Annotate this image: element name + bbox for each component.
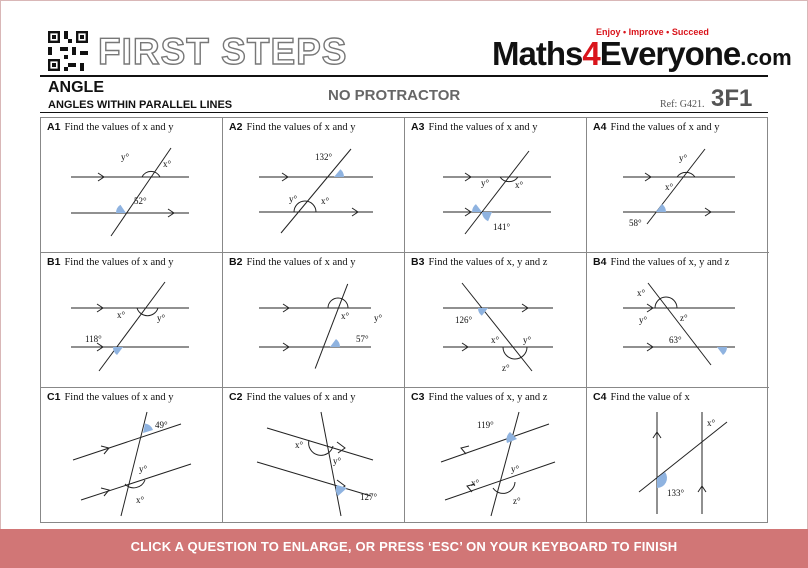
label-given: 58° [629, 218, 642, 228]
label-y: y° [121, 152, 130, 162]
question-A4[interactable] [587, 118, 769, 253]
label-given: 57° [356, 334, 369, 344]
question-B3[interactable] [405, 253, 587, 388]
label-y: y° [523, 335, 532, 345]
brand-com: .com [740, 45, 792, 70]
question-C3[interactable] [405, 388, 587, 523]
question-text: Find the values of x, y and z [610, 257, 730, 268]
label-x: x° [491, 335, 500, 345]
question-text: Find the values of x and y [64, 392, 174, 403]
label-x: x° [341, 311, 350, 321]
question-id: C3 [411, 391, 425, 403]
question-C4[interactable] [587, 388, 769, 523]
label-x: x° [637, 288, 646, 298]
question-B2[interactable] [223, 253, 405, 388]
label-given: 127° [360, 492, 378, 502]
question-id: C1 [47, 391, 61, 403]
brand-everyone: Everyone [599, 35, 741, 72]
label-y: y° [157, 313, 166, 323]
header-rule-top [40, 75, 768, 77]
diagram-B2 [223, 253, 405, 388]
question-text: Find the values of x and y [64, 257, 174, 268]
label-y: y° [374, 313, 383, 323]
label-y: y° [139, 464, 148, 474]
diagram-A1 [41, 118, 223, 253]
question-C2[interactable] [223, 388, 405, 523]
label-y: y° [481, 178, 490, 188]
question-id: B2 [229, 256, 243, 268]
question-id: A2 [229, 121, 243, 133]
label-y: y° [333, 456, 342, 466]
question-text: Find the values of x and y [246, 257, 356, 268]
label-given: 52° [134, 196, 147, 206]
label-x: x° [136, 495, 145, 505]
label-z: z° [680, 313, 688, 323]
header-rule-bottom [40, 112, 768, 113]
label-y: y° [679, 153, 688, 163]
label-y: y° [639, 315, 648, 325]
question-id: A1 [47, 121, 61, 133]
question-text: Find the values of x and y [610, 122, 720, 133]
question-A1[interactable] [41, 118, 223, 253]
first-steps-logo: FIRST STEPS [98, 31, 348, 72]
label-given: 63° [669, 335, 682, 345]
label-given: 49° [155, 420, 168, 430]
label-x: x° [707, 418, 716, 428]
label-given: 119° [477, 420, 494, 430]
question-B1[interactable] [41, 253, 223, 388]
question-id: B3 [411, 256, 425, 268]
label-given: 133° [667, 488, 685, 498]
label-x: x° [295, 440, 304, 450]
reference-label: Ref: G421. [660, 99, 705, 110]
worksheet-code: 3F1 [711, 85, 753, 112]
label-x: x° [471, 478, 480, 488]
question-A3[interactable] [405, 118, 587, 253]
instruction-label: NO PROTRACTOR [328, 87, 461, 104]
diagram-A2 [223, 118, 405, 253]
label-x: x° [117, 310, 126, 320]
label-given: 126° [455, 315, 473, 325]
label-given: 118° [85, 334, 102, 344]
question-text: Find the values of x, y and z [428, 257, 548, 268]
question-text: Find the values of x and y [428, 122, 538, 133]
diagram-B4 [587, 253, 769, 388]
question-id: C4 [593, 391, 607, 403]
diagram-A4 [587, 118, 769, 253]
label-y: y° [289, 194, 298, 204]
diagram-C4 [587, 388, 769, 523]
label-z: z° [513, 496, 521, 506]
label-x: x° [515, 180, 524, 190]
diagram-B1 [41, 253, 223, 388]
question-id: A4 [593, 121, 607, 133]
qr-code-icon [48, 31, 88, 71]
label-y: y° [511, 464, 520, 474]
question-text: Find the values of x and y [246, 392, 356, 403]
question-id: B4 [593, 256, 607, 268]
diagram-A3 [405, 118, 587, 253]
question-text: Find the values of x and y [64, 122, 174, 133]
question-grid [40, 117, 768, 523]
question-text: Find the value of x [610, 392, 690, 403]
question-id: C2 [229, 391, 243, 403]
brand-four: 4 [582, 35, 600, 72]
question-text: Find the values of x and y [246, 122, 356, 133]
brand-logo [492, 36, 792, 76]
brand-maths: Maths [492, 35, 583, 72]
question-A2[interactable] [223, 118, 405, 253]
label-z: z° [502, 363, 510, 373]
label-x: x° [665, 182, 674, 192]
question-id: B1 [47, 256, 61, 268]
subtopic-title: ANGLES WITHIN PARALLEL LINES [48, 99, 233, 111]
diagram-C1 [41, 388, 223, 523]
diagram-B3 [405, 253, 587, 388]
question-C1[interactable] [41, 388, 223, 523]
diagram-C3 [405, 388, 587, 523]
topic-title: ANGLE [48, 79, 104, 96]
label-given: 141° [493, 222, 511, 232]
brand-tagline: Enjoy • Improve • Succeed [596, 27, 709, 37]
label-x: x° [163, 159, 172, 169]
question-B4[interactable] [587, 253, 769, 388]
label-given: 132° [315, 152, 333, 162]
question-text: Find the values of x, y and z [428, 392, 548, 403]
diagram-C2 [223, 388, 405, 523]
question-id: A3 [411, 121, 425, 133]
footer-instruction: CLICK A QUESTION TO ENLARGE, OR PRESS ‘ESC’ ON YOUR KEYBOARD TO FINISH [130, 539, 678, 554]
label-x: x° [321, 196, 330, 206]
